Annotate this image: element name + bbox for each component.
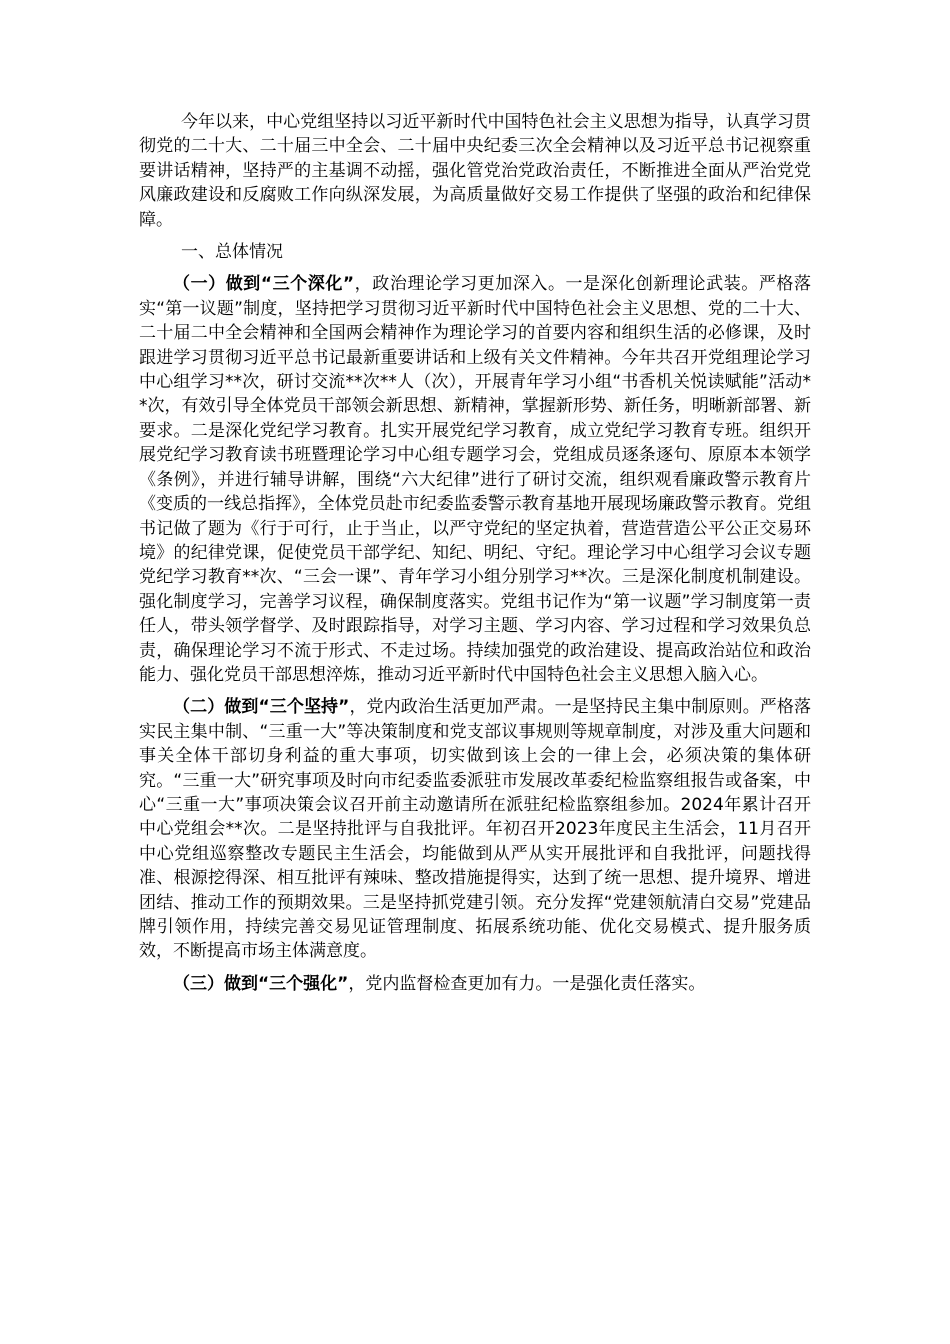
intro-paragraph: 今年以来，中心党组坚持以习近平新时代中国特色社会主义思想为指导，认真学习贯彻党的二十大、二十届三中全会、二十届中央纪委三次全会精神以及习近平总书记视察重要讲话精神，坚持严的主基调不动摇，强化管党治党政治责任，不断推进全面从严治党党风廉政建设和反腐败工作向纵深发展，为高质量做好交易工作提供了坚强的政治和纪律保障。: [139, 112, 811, 230]
section-three-lead: （三）做到“三个强化”: [173, 973, 349, 994]
section-one-paragraph: [139, 272, 811, 687]
section-two-body: ，党内政治生活更加严肃。一是坚持民主集中制原则。严格落实民主集中制、“三重一大”等决策制度和党支部议事规则等规章制度，对涉及重大问题和事关全体干部切身利益的重大事项，切实做到该上会的一律上会，必须决策的集体研究。“三重一大”研究事项及时向市纪委监委派驻市发展改革委纪检监察组报告或备案，中心“三重一大”事项决策会议召开前主动邀请所在派驻纪检监察组参加。2024年累计召开中心党组会**次。二是坚持批评与自我批评。年初召开2023年度民主生活会，11月召开中心党组巡察整改专题民主生活会，均能做到从严从实开展批评和自我批评，问题找得准、根源挖得深、相互批评有辣味、整改措施提得实，达到了统一思想、提升境界、增进团结、推动工作的预期效果。三是坚持抓党建引领。充分发挥“党建领航清白交易”党建品牌引领作用，持续完善交易见证管理制度、拓展系统功能、优化交易模式、提升服务质效，不断提高市场主体满意度。: [139, 697, 811, 962]
section-two-paragraph: [139, 695, 811, 963]
section-two-lead: （二）做到“三个坚持”: [173, 697, 350, 718]
section-three-paragraph: [139, 972, 811, 996]
document-page: [139, 110, 811, 996]
section-heading-overview: 一、总体情况: [181, 242, 283, 263]
section-three-body: ，党内监督检查更加有力。一是强化责任落实。: [348, 973, 706, 994]
section-one-body: ，政治理论学习更加深入。一是深化创新理论武装。严格落实“第一议题”制度，坚持把学习贯彻习近平新时代中国特色社会主义思想、党的二十大、二十届二中全会精神和全国两会精神作为理论学习的首要内容和组织生活的必修课，及时跟进学习贯彻习近平总书记最新重要讲话和上级有关文件精神。今年共召开党组理论学习中心组学习**次，研讨交流**次**人（次），开展青年学习小组“书香机关悦读赋能”活动**次，有效引导全体党员干部领会新思想、新精神，掌握新形势、新任务，明晰新部署、新要求。二是深化党纪学习教育。扎实开展党纪学习教育，成立党纪学习教育专班。组织开展党纪学习教育读书班暨理论学习中心组专题学习会，党组成员逐条逐句、原原本本领学《条例》，并进行辅导讲解，围绕“六大纪律”进行了研讨交流，组织观看廉政警示教育片《变质的一线总指挥》，全体党员赴市纪委监委警示教育基地开展现场廉政警示教育。党组书记做了题为《行于可行，止于当止，以严守党纪的坚定执着，营造营造公平公正交易环境》的纪律党课，促使党员干部学纪、知纪、明纪、守纪。理论学习中心组学习会议专题党纪学习教育**次、“三会一课”、青年学习小组分别学习**次。三是深化制度机制建设。强化制度学习，完善学习议程，确保制度落实。党组书记作为“第一议题”学习制度第一责任人，带头领学督学、及时跟踪指导，对学习主题、学习内容、学习过程和学习效果负总责，确保理论学习不流于形式、不走过场。持续加强党的政治建设、提高政治站位和政治能力、强化党员干部思想淬炼，推动习近平新时代中国特色社会主义思想入脑入心。: [139, 274, 811, 685]
section-one-lead: （一）做到“三个深化”: [173, 274, 355, 295]
